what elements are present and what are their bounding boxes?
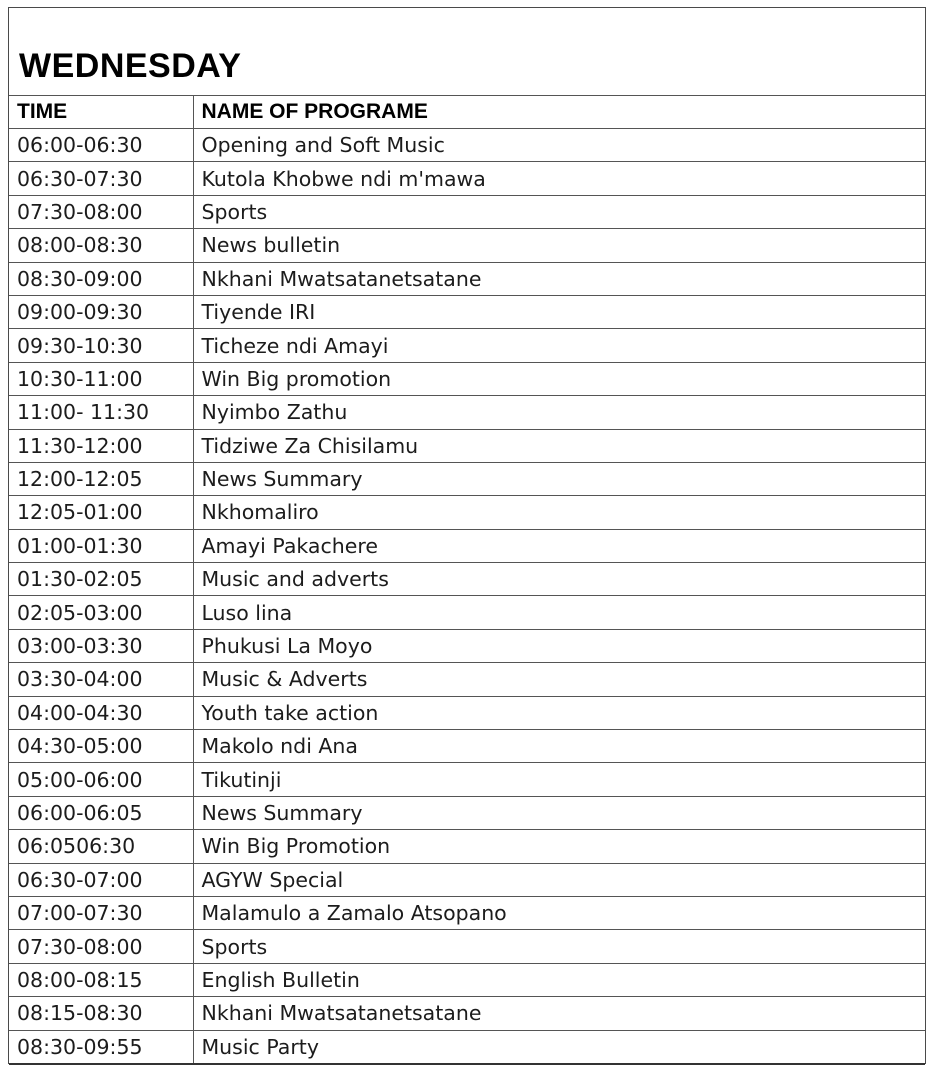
table-row bbox=[9, 295, 925, 328]
table-row bbox=[9, 529, 925, 562]
table-row bbox=[9, 896, 925, 929]
table-row bbox=[9, 763, 925, 796]
time-cell: 04:30-05:00 bbox=[9, 730, 193, 763]
programme-cell: Malamulo a Zamalo Atsopano bbox=[193, 896, 925, 929]
table-row bbox=[9, 596, 925, 629]
time-cell: 12:00-12:05 bbox=[9, 462, 193, 495]
table-row bbox=[9, 195, 925, 228]
time-cell: 08:00-08:15 bbox=[9, 963, 193, 996]
header-row bbox=[9, 96, 925, 129]
table-row bbox=[9, 229, 925, 262]
table-row bbox=[9, 396, 925, 429]
programme-cell: Nkhomaliro bbox=[193, 496, 925, 529]
programme-cell: Nyimbo Zathu bbox=[193, 396, 925, 429]
time-cell: 04:00-04:30 bbox=[9, 696, 193, 729]
time-cell: 07:30-08:00 bbox=[9, 195, 193, 228]
time-cell: 10:30-11:00 bbox=[9, 362, 193, 395]
time-cell: 08:15-08:30 bbox=[9, 997, 193, 1030]
time-cell: 02:05-03:00 bbox=[9, 596, 193, 629]
time-cell: 08:30-09:00 bbox=[9, 262, 193, 295]
time-cell: 06:00-06:05 bbox=[9, 796, 193, 829]
time-cell: 09:00-09:30 bbox=[9, 295, 193, 328]
programme-cell: English Bulletin bbox=[193, 963, 925, 996]
programme-cell: Tidziwe Za Chisilamu bbox=[193, 429, 925, 462]
table-row bbox=[9, 162, 925, 195]
schedule-table bbox=[9, 95, 925, 1065]
time-cell: 01:00-01:30 bbox=[9, 529, 193, 562]
programme-cell: Luso lina bbox=[193, 596, 925, 629]
table-row bbox=[9, 863, 925, 896]
time-column-header: TIME bbox=[9, 96, 193, 129]
table-row bbox=[9, 129, 925, 162]
time-cell: 06:30-07:30 bbox=[9, 162, 193, 195]
time-cell: 06:00-06:30 bbox=[9, 129, 193, 162]
time-cell: 08:30-09:55 bbox=[9, 1030, 193, 1064]
table-row bbox=[9, 1030, 925, 1064]
table-row bbox=[9, 796, 925, 829]
programme-cell: AGYW Special bbox=[193, 863, 925, 896]
time-cell: 06:0506:30 bbox=[9, 830, 193, 863]
day-title: WEDNESDAY bbox=[19, 47, 242, 85]
time-cell: 11:00- 11:30 bbox=[9, 396, 193, 429]
programme-cell: Music & Adverts bbox=[193, 663, 925, 696]
table-row bbox=[9, 329, 925, 362]
time-cell: 11:30-12:00 bbox=[9, 429, 193, 462]
programme-cell: Sports bbox=[193, 930, 925, 963]
programme-cell: Ticheze ndi Amayi bbox=[193, 329, 925, 362]
table-row bbox=[9, 462, 925, 495]
programme-cell: Sports bbox=[193, 195, 925, 228]
programme-cell: News Summary bbox=[193, 796, 925, 829]
table-row bbox=[9, 563, 925, 596]
programme-cell: Nkhani Mwatsatanetsatane bbox=[193, 997, 925, 1030]
table-row bbox=[9, 997, 925, 1030]
programme-cell: Makolo ndi Ana bbox=[193, 730, 925, 763]
programme-cell: Music and adverts bbox=[193, 563, 925, 596]
programme-cell: Opening and Soft Music bbox=[193, 129, 925, 162]
time-cell: 03:30-04:00 bbox=[9, 663, 193, 696]
time-cell: 07:00-07:30 bbox=[9, 896, 193, 929]
table-row bbox=[9, 830, 925, 863]
programme-cell: News bulletin bbox=[193, 229, 925, 262]
time-cell: 09:30-10:30 bbox=[9, 329, 193, 362]
programme-cell: Youth take action bbox=[193, 696, 925, 729]
programme-cell: Tikutinji bbox=[193, 763, 925, 796]
table-row bbox=[9, 963, 925, 996]
programme-cell: Nkhani Mwatsatanetsatane bbox=[193, 262, 925, 295]
table-row bbox=[9, 730, 925, 763]
table-row bbox=[9, 262, 925, 295]
table-row bbox=[9, 663, 925, 696]
programme-cell: Amayi Pakachere bbox=[193, 529, 925, 562]
programme-cell: Win Big Promotion bbox=[193, 830, 925, 863]
programme-cell: Win Big promotion bbox=[193, 362, 925, 395]
table-row bbox=[9, 629, 925, 662]
programme-cell: Music Party bbox=[193, 1030, 925, 1064]
programme-cell: Tiyende IRI bbox=[193, 295, 925, 328]
programme-column-header: NAME OF PROGRAME bbox=[193, 96, 925, 129]
time-cell: 05:00-06:00 bbox=[9, 763, 193, 796]
table-row bbox=[9, 429, 925, 462]
time-cell: 01:30-02:05 bbox=[9, 563, 193, 596]
programme-cell: Kutola Khobwe ndi m'mawa bbox=[193, 162, 925, 195]
time-cell: 03:00-03:30 bbox=[9, 629, 193, 662]
table-row bbox=[9, 696, 925, 729]
programme-cell: Phukusi La Moyo bbox=[193, 629, 925, 662]
time-cell: 06:30-07:00 bbox=[9, 863, 193, 896]
table-row bbox=[9, 362, 925, 395]
table-row bbox=[9, 930, 925, 963]
table-row bbox=[9, 496, 925, 529]
schedule-sheet bbox=[8, 7, 926, 1064]
schedule-body bbox=[9, 129, 925, 1064]
time-cell: 07:30-08:00 bbox=[9, 930, 193, 963]
time-cell: 08:00-08:30 bbox=[9, 229, 193, 262]
time-cell: 12:05-01:00 bbox=[9, 496, 193, 529]
programme-cell: News Summary bbox=[193, 462, 925, 495]
